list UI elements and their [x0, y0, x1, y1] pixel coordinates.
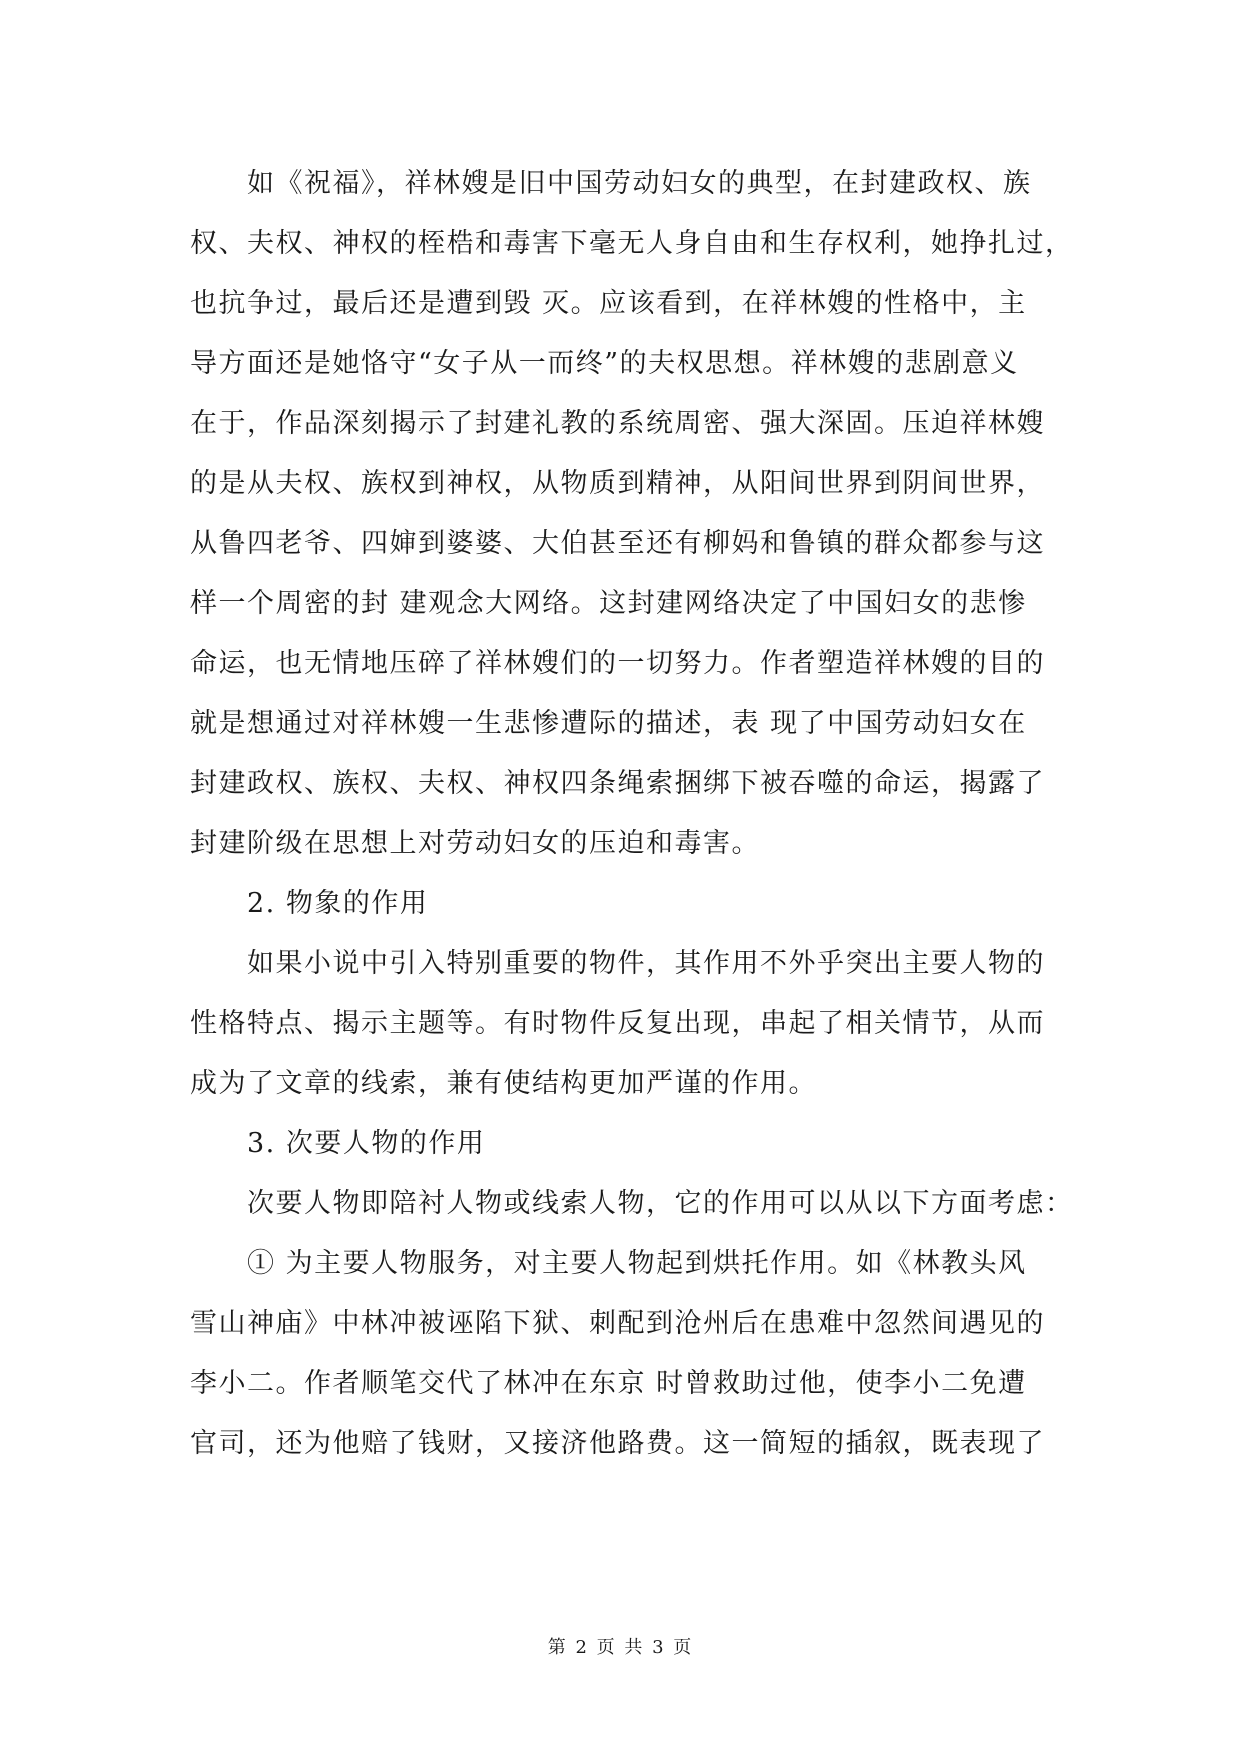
text-line: 如《祝福》，祥林嫂是旧中国劳动妇女的典型，在封建政权、族: [190, 168, 1032, 199]
section-heading: 2. 物象的作用: [190, 888, 429, 919]
text-line: 导方面还是她恪守“女子从一而终”的夫权思想。祥林嫂的悲剧意义: [190, 348, 1019, 379]
text-line: 李小二。作者顺笔交代了林冲在东京 时曾救助过他，使李小二免遭: [190, 1368, 1027, 1399]
text-line: 官司，还为他赔了钱财，又接济他路费。这一简短的插叙，既表现了: [190, 1428, 1045, 1459]
text-line: 封建阶级在思想上对劳动妇女的压迫和毒害。: [190, 828, 760, 859]
text-line: 样一个周密的封 建观念大网络。这封建网络决定了中国妇女的悲惨: [190, 588, 1027, 619]
text-line: 命运，也无情地压碎了祥林嫂们的一切努力。作者塑造祥林嫂的目的: [190, 648, 1045, 679]
text-line: 权、夫权、神权的桎梏和毒害下毫无人身自由和生存权利，她挣扎过，: [190, 228, 1074, 259]
text-line: 成为了文章的线索，兼有使结构更加严谨的作用。: [190, 1068, 817, 1099]
text-line: 封建政权、族权、夫权、神权四条绳索捆绑下被吞噬的命运，揭露了: [190, 768, 1045, 799]
text-line: 的是从夫权、族权到神权，从物质到精神，从阳间世界到阴间世界，: [190, 468, 1045, 499]
text-line: ① 为主要人物服务，对主要人物起到烘托作用。如《林教头风: [190, 1248, 1027, 1279]
text-line: 在于，作品深刻揭示了封建礼教的系统周密、强大深固。压迫祥林嫂: [190, 408, 1045, 439]
text-line: 从鲁四老爷、四婶到婆婆、大伯甚至还有柳妈和鲁镇的群众都参与这: [190, 528, 1045, 559]
text-line: 就是想通过对祥林嫂一生悲惨遭际的描述，表 现了中国劳动妇女在: [190, 708, 1027, 739]
text-line: 也抗争过，最后还是遭到毁 灭。应该看到，在祥林嫂的性格中，主: [190, 288, 1027, 319]
page-footer: 第 2 页 共 3 页: [547, 1637, 694, 1658]
text-line: 性格特点、揭示主题等。有时物件反复出现，串起了相关情节，从而: [190, 1008, 1045, 1039]
section-heading: 3. 次要人物的作用: [190, 1128, 486, 1159]
text-line: 次要人物即陪衬人物或线索人物，它的作用可以从以下方面考虑：: [190, 1188, 1074, 1219]
text-line: 如果小说中引入特别重要的物件，其作用不外乎突出主要人物的: [190, 948, 1045, 979]
text-line: 雪山神庙》中林冲被诬陷下狱、刺配到沧州后在患难中忽然间遇见的: [190, 1308, 1045, 1339]
